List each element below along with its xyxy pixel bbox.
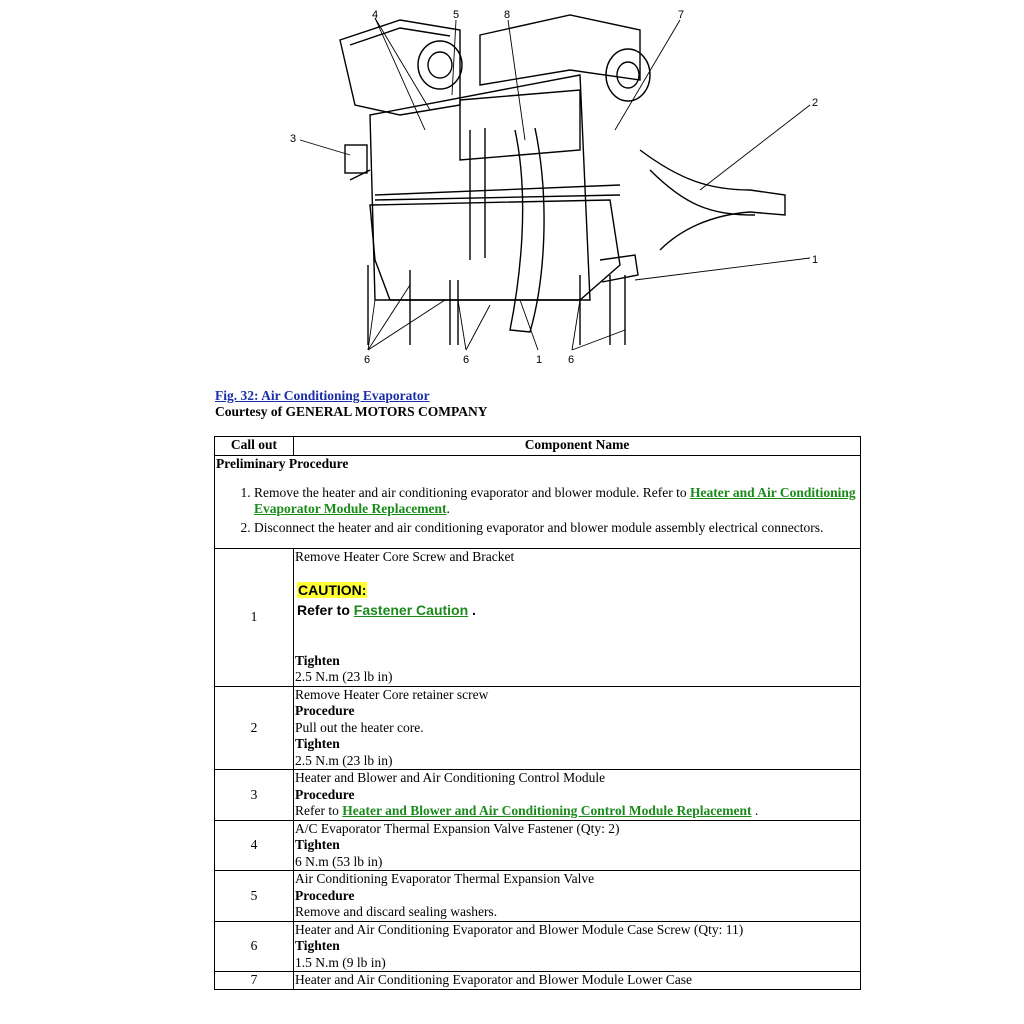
tighten-value: 2.5 N.m (23 lb in) — [295, 669, 393, 684]
table-row — [215, 686, 861, 770]
callout-1-side: 1 — [812, 254, 819, 266]
callout-number: 5 — [215, 871, 294, 922]
callout-4: 4 — [372, 9, 379, 21]
callout-number: 6 — [215, 921, 294, 972]
tighten-label: Tighten — [295, 652, 340, 668]
upper-case — [480, 15, 640, 85]
tighten-value: 2.5 N.m (23 lb in) — [295, 752, 393, 768]
caution-label: CAUTION: — [298, 581, 367, 598]
preliminary-step-1: 1. Remove the heater and air conditioning evaporator and blower module. Refer to Heater and Air Conditioning Evaporator Module Replacement. — [254, 485, 859, 518]
callout-6-a: 6 — [364, 354, 371, 366]
callout-number: 4 — [215, 820, 294, 871]
procedure-label: Procedure — [295, 887, 355, 903]
component-cell: A/C Evaporator Thermal Expansion Valve Fastener (Qty: 2) Tighten 6 N.m (53 lb in) — [294, 820, 861, 871]
table-row — [215, 921, 861, 972]
callout-3: 3 — [290, 133, 297, 145]
callout-number: 1 — [215, 549, 294, 687]
component-cell: Heater and Air Conditioning Evaporator and Blower Module Case Screw (Qty: 11) Tighten 1.5 N.m (9 lb in) — [294, 921, 861, 972]
procedure-label: Procedure — [295, 703, 355, 718]
preliminary-title: Preliminary Procedure — [216, 456, 349, 471]
component-cell: Heater and Blower and Air Conditioning Control Module Procedure Refer to Heater and Blower and Air Conditioning Control Module Replacement . — [294, 770, 861, 821]
tighten-label: Tighten — [295, 938, 340, 953]
tighten-label: Tighten — [295, 736, 340, 751]
courtesy-line: Courtesy of GENERAL MOTORS COMPANY — [215, 404, 488, 419]
figure-link[interactable]: Fig. 32: Air Conditioning Evaporator — [215, 388, 430, 403]
callout-number: 3 — [215, 770, 294, 821]
component-cell: Remove Heater Core retainer screw Procedure Pull out the heater core. Tighten 2.5 N.m (23 lb in) — [294, 686, 861, 770]
callout-2: 2 — [812, 97, 819, 109]
callout-6-c: 6 — [568, 354, 575, 366]
preliminary-steps — [216, 485, 859, 537]
lower-case — [370, 200, 620, 300]
tighten-label: Tighten — [295, 837, 340, 852]
evaporator-diagram — [280, 0, 840, 375]
table-row — [215, 972, 861, 990]
callout-1-bottom: 1 — [536, 354, 543, 366]
tighten-value: 6 N.m (53 lb in) — [295, 853, 383, 869]
fastener-caution-link[interactable]: Fastener Caution — [353, 602, 469, 618]
table-header-row — [215, 437, 861, 456]
header-callout: Call out — [215, 437, 294, 456]
preliminary-row — [215, 456, 861, 549]
table-row — [215, 820, 861, 871]
table-row — [215, 549, 861, 687]
component-cell: Air Conditioning Evaporator Thermal Expansion Valve Procedure Remove and discard sealing washers. — [294, 871, 861, 922]
caution-box: CAUTION: Refer to Fastener Caution . — [297, 581, 476, 618]
callout-number: 2 — [215, 686, 294, 770]
table-row — [215, 770, 861, 821]
component-cell: Heater and Air Conditioning Evaporator and Blower Module Lower Case — [294, 972, 861, 990]
module-replacement-link[interactable]: Heater and Air Conditioning Evaporator Module Replacement — [254, 484, 856, 516]
figure-caption — [215, 388, 488, 420]
component-cell: Remove Heater Core Screw and Bracket CAUTION: Refer to Fastener Caution . Tighten 2.5 N.m (23 lb in) — [294, 549, 861, 687]
callout-6-b: 6 — [463, 354, 470, 366]
tighten-value: 1.5 N.m (9 lb in) — [295, 954, 386, 970]
ac-pipes — [640, 150, 785, 250]
procedure-label: Procedure — [295, 786, 355, 802]
procedure-table — [214, 436, 861, 990]
header-component: Component Name — [294, 437, 861, 456]
preliminary-step-2: 2. Disconnect the heater and air conditioning evaporator and blower module assembly electrical connectors. — [254, 520, 859, 537]
callout-number: 7 — [215, 972, 294, 990]
table-row — [215, 871, 861, 922]
callout-5: 5 — [453, 9, 460, 21]
control-module-link[interactable]: Heater and Blower and Air Conditioning Control Module Replacement — [342, 803, 752, 818]
callout-7: 7 — [678, 9, 685, 21]
evaporator-figure — [280, 0, 840, 375]
callout-8: 8 — [504, 9, 511, 21]
preliminary-cell — [215, 456, 861, 549]
